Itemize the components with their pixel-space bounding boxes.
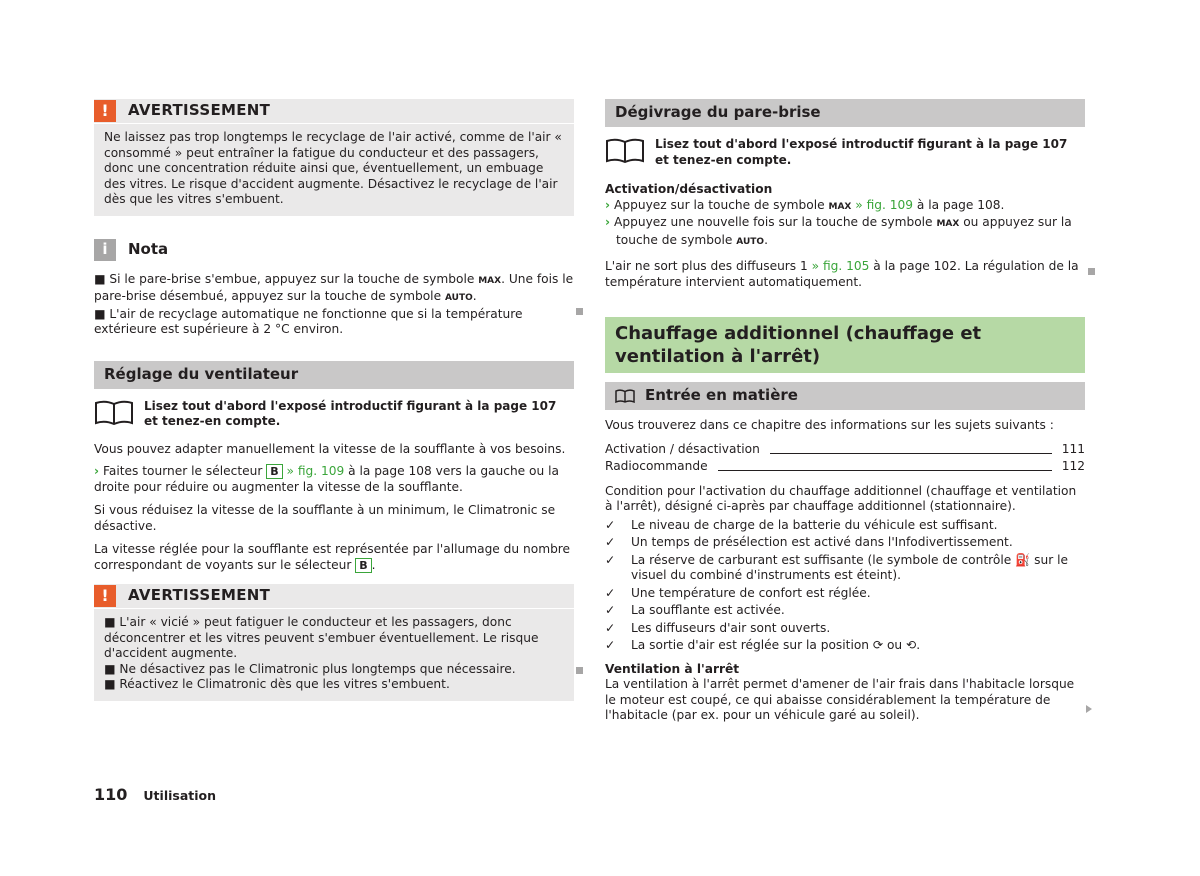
check-icon: ✓ xyxy=(605,585,616,600)
list-item: ✓ La sortie d'air est réglée sur la position ⟳ ou ⟲. xyxy=(605,638,921,652)
end-marker xyxy=(576,308,583,315)
page-footer xyxy=(94,787,216,804)
note-item-1a: ■ Si le pare-brise s'embue, appuyez sur la touche de symbole xyxy=(94,271,475,286)
warning-title: AVERTISSEMENT xyxy=(128,586,271,605)
list-item: ✓ Les diffuseurs d'air sont ouverts. xyxy=(605,620,831,635)
list-item: ✓ La réserve de carburant est suffisante (le symbole de contrôle ⛽ sur le visuel du combiné d'instruments est éteint). xyxy=(605,552,1068,582)
left-column xyxy=(94,99,574,701)
chapter-heading: Chauffage additionnel (chauffage et ventilation à l'arrêt) xyxy=(605,317,1085,373)
warning-icon: ! xyxy=(94,585,116,607)
paragraph: L'air ne sort plus des diffuseurs 1 » fig. 105 à la page 102. La régulation de la température intervient automatiquement. xyxy=(605,259,1079,289)
selector-b-label: B xyxy=(266,464,282,479)
book-icon xyxy=(94,399,134,425)
check-icon: ✓ xyxy=(605,535,616,549)
page-number: 110 xyxy=(94,785,128,804)
step: › Faites tourner le sélecteur B » fig. 109 à la page 108 vers la gauche ou la droite pour réduire ou augmenter la vitesse de la soufflante. xyxy=(94,464,559,494)
warning-item: ■ L'air « vicié » peut fatiguer le conducteur et les passagers, donc déconcentrer et les vitres peuvent s'embuer éventuellement. Le risque d'accident augmente. xyxy=(104,615,539,660)
section-name: Utilisation xyxy=(143,788,217,803)
book-icon xyxy=(615,389,635,403)
warning-icon: ! xyxy=(94,100,116,122)
check-icon: ✓ xyxy=(605,517,616,532)
paragraph: La ventilation à l'arrêt permet d'amener de l'air frais dans l'habitacle lorsque le moteur est coupé, ce qui abaisse considérablement la température de l'habitacle (par ex. pour un véhicule garé au soleil). xyxy=(605,677,1075,722)
auto-symbol: AUTO xyxy=(444,293,473,303)
check-icon: ✓ xyxy=(605,638,616,652)
check-icon: ✓ xyxy=(605,603,616,617)
max-defrost-icon: MAX xyxy=(478,275,502,286)
warning-box xyxy=(94,99,574,216)
note-title: Nota xyxy=(128,239,169,258)
section-heading: Entrée en matière xyxy=(605,382,1085,410)
end-marker xyxy=(1088,268,1095,275)
warning-title: AVERTISSEMENT xyxy=(128,101,271,120)
paragraph: Si vous réduisez la vitesse de la soufflante à un minimum, le Climatronic se désactive. xyxy=(94,503,556,533)
list-item: ✓ Une température de confort est réglée. xyxy=(605,585,871,600)
right-column xyxy=(605,99,1085,724)
toc-entry[interactable]: Activation / désactivation 111 xyxy=(605,442,1085,456)
list-item: ✓ Un temps de présélection est activé dans l'Infodivertissement. xyxy=(605,535,1013,549)
reference-text: Lisez tout d'abord l'exposé introductif figurant à la page 107 et tenez-en compte. xyxy=(144,398,557,428)
section-heading: Dégivrage du pare-brise xyxy=(605,99,1085,127)
step: › Appuyez une nouvelle fois sur la touche de symbole MAX ou appuyez sur la touche de symbole AUTO. xyxy=(605,215,1072,247)
figure-link[interactable]: » fig. 109 xyxy=(855,197,914,212)
max-defrost-icon: MAX xyxy=(828,201,852,212)
reference-text: Lisez tout d'abord l'exposé introductif figurant à la page 107 et tenez-en compte. xyxy=(655,137,1068,167)
info-icon: i xyxy=(94,239,116,261)
continue-arrow-icon xyxy=(1086,705,1092,713)
figure-link[interactable]: » fig. 109 xyxy=(286,464,345,478)
warning-item: ■ Ne désactivez pas le Climatronic plus longtemps que nécessaire. xyxy=(104,661,516,676)
check-icon: ✓ xyxy=(605,552,616,567)
paragraph: Vous pouvez adapter manuellement la vitesse de la soufflante à vos besoins. xyxy=(94,441,566,456)
check-icon: ✓ xyxy=(605,620,616,635)
paragraph: Vous trouverez dans ce chapitre des informations sur les sujets suivants : xyxy=(605,418,1054,432)
figure-link[interactable]: » fig. 105 xyxy=(811,259,870,273)
step: › Appuyez sur la touche de symbole MAX » fig. 109 à la page 108. xyxy=(605,197,1005,212)
toc-entry[interactable]: Radiocommande 112 xyxy=(605,459,1085,473)
warning-box xyxy=(94,584,574,701)
note-item-1b: . Une fois le pare-brise désembué, appuyez sur la touche de symbole xyxy=(94,271,574,303)
auto-symbol: AUTO xyxy=(736,236,765,247)
table-of-contents xyxy=(605,441,1085,475)
book-icon xyxy=(605,137,645,163)
end-marker xyxy=(576,667,583,674)
list-item: ✓ La soufflante est activée. xyxy=(605,603,785,617)
paragraph: Condition pour l'activation du chauffage additionnel (chauffage et ventilation à l'arrêt), désigné ci-après par chauffage additionnel (stationnaire). xyxy=(605,483,1077,513)
list-item: ✓ Le niveau de charge de la batterie du véhicule est suffisant. xyxy=(605,517,998,532)
warning-text: Ne laissez pas trop longtemps le recyclage de l'air activé, comme de l'air « consommé » peut entraîner la fatigue du conducteur et des passagers, donc une concentration réduite ainsi que, éventuellement, un embuage des vitres. Le risque d'accident augmente. Désactivez le recyclage de l'air dès que les vitres s'embuent. xyxy=(104,130,562,206)
paragraph: La vitesse réglée pour la soufflante est représentée par l'allumage du nombre correspondant de voyants sur le sélecteur B . xyxy=(94,542,571,572)
warning-item: ■ Réactivez le Climatronic dès que les vitres s'embuent. xyxy=(104,677,450,691)
arrow-icon: › xyxy=(605,197,611,212)
note-item-2: ■ L'air de recyclage automatique ne fonctionne que si la température extérieure est supérieure à 2 °C environ. xyxy=(94,306,523,336)
arrow-icon: › xyxy=(94,464,100,478)
subheading: Ventilation à l'arrêt xyxy=(605,661,740,676)
selector-b-label: B xyxy=(355,558,371,573)
max-defrost-icon: MAX xyxy=(936,219,960,229)
section-heading: Réglage du ventilateur xyxy=(94,361,574,389)
arrow-icon: › xyxy=(605,215,611,229)
checklist xyxy=(605,518,1085,654)
subheading: Activation/désactivation xyxy=(605,182,773,196)
note-body: ■ Si le pare-brise s'embue, appuyez sur la touche de symbole MAX. Une fois le pare-brise désembué, appuyez sur la touche de symbole AUTO. ■ L'air de recyclage automatique ne fonctionne que si la température extérieure est supérieure à 2 °C environ. xyxy=(94,271,574,336)
